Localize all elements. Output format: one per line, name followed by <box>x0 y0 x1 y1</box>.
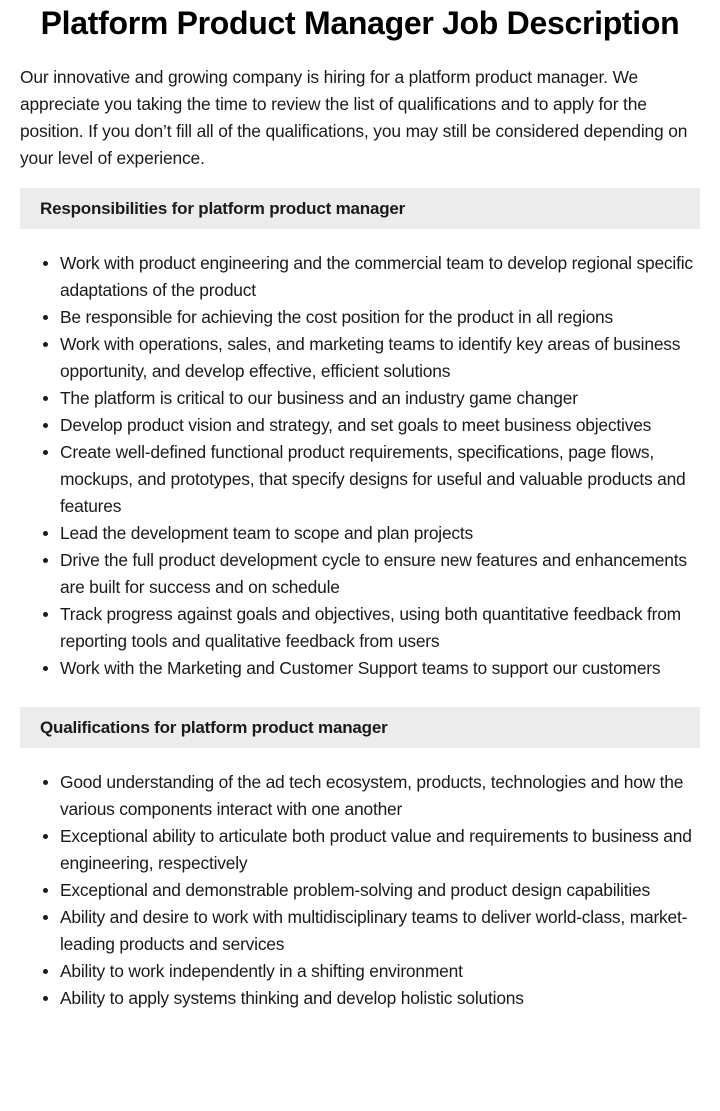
list-item-text: Develop product vision and strategy, and set goals to meet business objectives <box>60 415 652 435</box>
list-item <box>60 412 700 439</box>
bullet-icon <box>43 888 48 893</box>
bullet-icon <box>43 780 48 785</box>
bullet-icon <box>43 423 48 428</box>
list-item-text: Lead the development team to scope and plan projects <box>60 523 474 543</box>
list-item-text: Good understanding of the ad tech ecosystem, products, technologies and how the various components interact with one another <box>60 772 684 819</box>
qualifications-list <box>20 769 700 1012</box>
list-item-text: Ability to work independently in a shifting environment <box>60 961 463 981</box>
bullet-icon <box>43 558 48 563</box>
list-item-text: Work with product engineering and the commercial team to develop regional specific adaptations of the product <box>60 253 693 300</box>
list-item-text: Work with operations, sales, and marketing teams to identify key areas of business opportunity, and develop effective, efficient solutions <box>60 334 681 381</box>
list-item-text: Drive the full product development cycle to ensure new features and enhancements are built for success and on schedule <box>60 550 687 597</box>
responsibilities-list <box>20 250 700 682</box>
intro-paragraph: Our innovative and growing company is hiring for a platform product manager. We appreciate you taking the time to review the list of qualifications and to apply for the position. If you don’t fill all of the qualifications, you may still be considered depending on your level of experience. <box>20 67 688 168</box>
bullet-icon <box>43 396 48 401</box>
list-item <box>60 877 700 904</box>
list-item <box>60 520 700 547</box>
list-item <box>60 439 700 520</box>
responsibilities-heading: Responsibilities for platform product manager <box>20 188 700 229</box>
bullet-icon <box>43 450 48 455</box>
list-item-text: Be responsible for achieving the cost position for the product in all regions <box>60 307 614 327</box>
page-title: Platform Product Manager Job Description <box>40 5 680 41</box>
list-item <box>60 823 700 877</box>
list-item-text: Exceptional and demonstrable problem-solving and product design capabilities <box>60 880 650 900</box>
list-item <box>60 331 700 385</box>
bullet-icon <box>43 261 48 266</box>
list-item-text: Track progress against goals and objectives, using both quantitative feedback from reporting tools and qualitative feedback from users <box>60 604 681 651</box>
list-item-text: Ability to apply systems thinking and develop holistic solutions <box>60 988 524 1008</box>
list-item <box>60 385 700 412</box>
bullet-icon <box>43 531 48 536</box>
list-item-text: Exceptional ability to articulate both product value and requirements to business and engineering, respectively <box>60 826 692 873</box>
bullet-icon <box>43 834 48 839</box>
list-item <box>60 769 700 823</box>
bullet-icon <box>43 612 48 617</box>
list-item-text: The platform is critical to our business and an industry game changer <box>60 388 578 408</box>
bullet-icon <box>43 666 48 671</box>
list-item <box>60 601 700 655</box>
list-item <box>60 655 700 682</box>
bullet-icon <box>43 342 48 347</box>
bullet-icon <box>43 915 48 920</box>
bullet-icon <box>43 996 48 1001</box>
bullet-icon <box>43 315 48 320</box>
qualifications-heading: Qualifications for platform product manager <box>20 707 700 748</box>
list-item-text: Create well-defined functional product requirements, specifications, page flows, mockups, and prototypes, that specify designs for useful and valuable products and features <box>60 442 686 516</box>
list-item <box>60 985 700 1012</box>
list-item <box>60 304 700 331</box>
list-item <box>60 958 700 985</box>
bullet-icon <box>43 969 48 974</box>
list-item-text: Ability and desire to work with multidisciplinary teams to deliver world-class, market-leading products and services <box>60 907 688 954</box>
list-item <box>60 250 700 304</box>
list-item-text: Work with the Marketing and Customer Support teams to support our customers <box>60 658 661 678</box>
list-item <box>60 547 700 601</box>
list-item <box>60 904 700 958</box>
